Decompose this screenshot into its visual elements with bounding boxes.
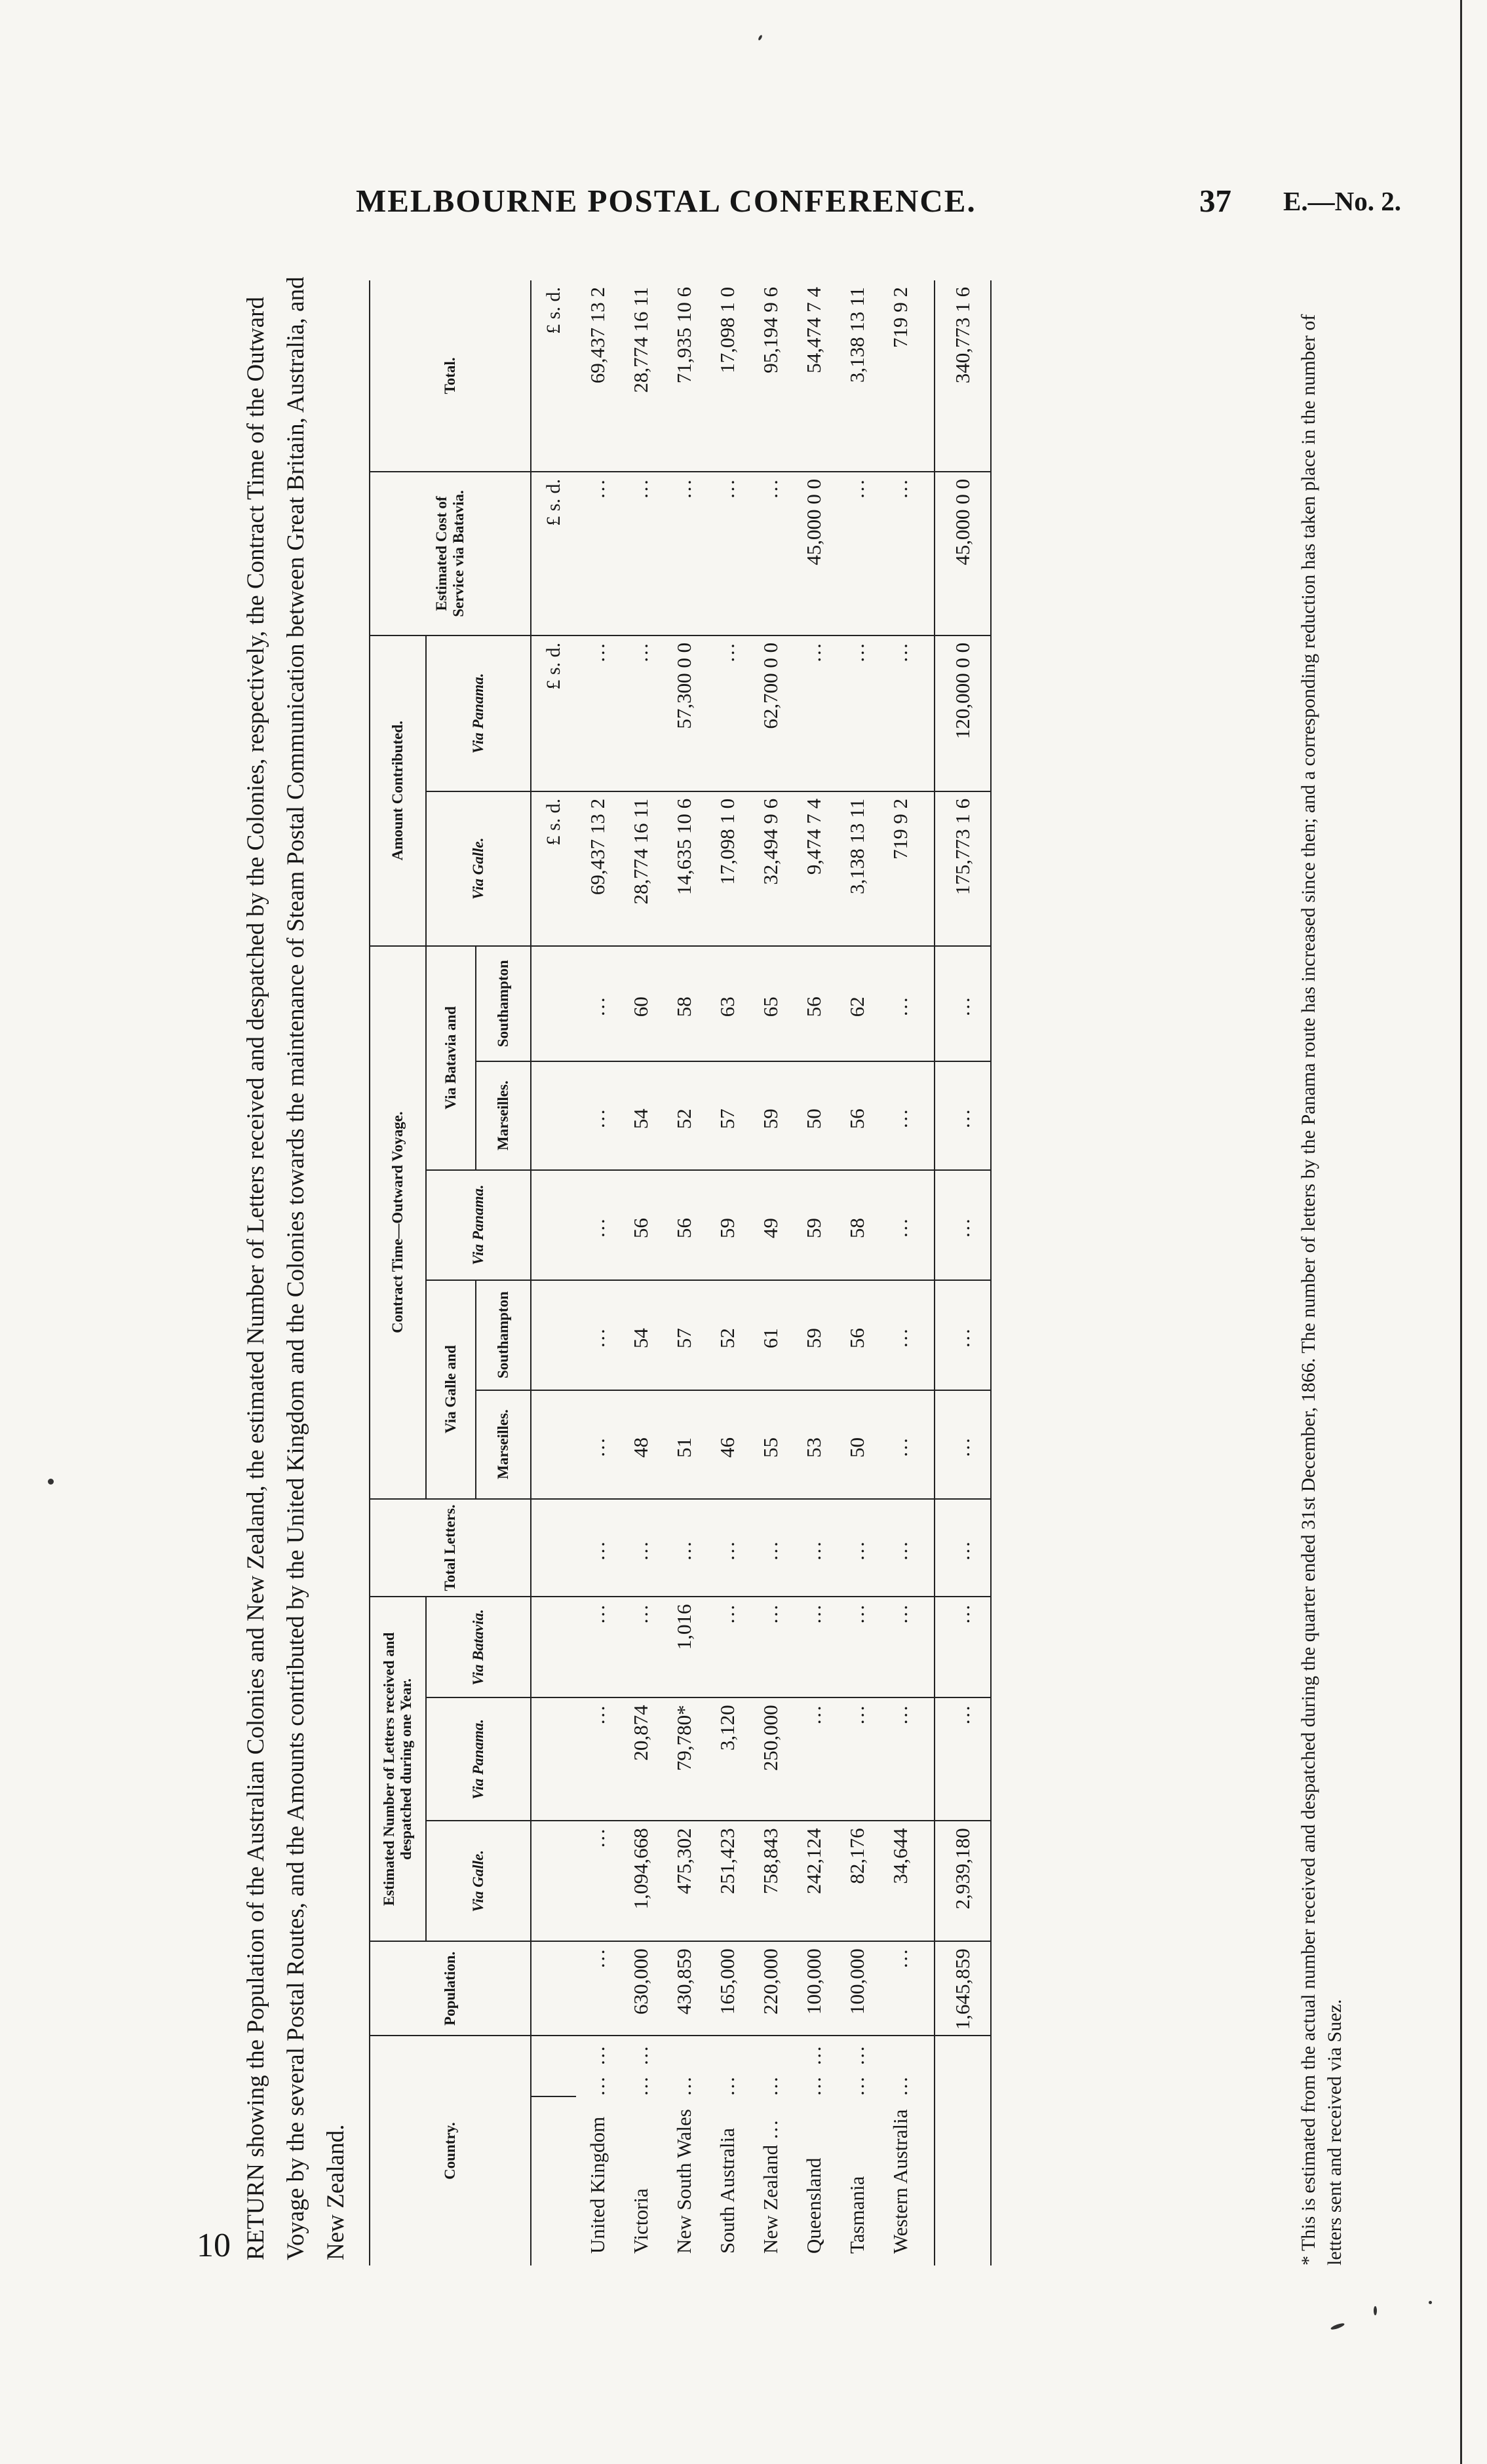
ink-speck: [1429, 2301, 1432, 2304]
col-country: Country.: [370, 2036, 531, 2265]
cell-letters-galle: 1,094,668: [619, 1821, 663, 1941]
cell-batavia-southampton: …: [879, 946, 922, 1061]
ink-speck: [1374, 2306, 1377, 2315]
cell-letters-batavia: …: [706, 1597, 749, 1697]
cell-letters-panama: 79,780*: [663, 1697, 706, 1821]
cell-galle-marseilles: …: [576, 1390, 619, 1499]
rotated-return-table-block: [236, 276, 1435, 2265]
cell-letters-batavia: …: [836, 1597, 879, 1697]
cell-galle-marseilles: 46: [706, 1390, 749, 1499]
total-cell-batavia-marseilles: …: [935, 1061, 991, 1170]
cell-leader-dots: … …: [629, 2043, 652, 2097]
cell-country: New Zealand …: [759, 2119, 782, 2254]
cell-amount-panama: …: [879, 635, 922, 791]
cell-batavia-southampton: …: [576, 946, 619, 1061]
cell-amount-galle: 719 9 2: [879, 791, 922, 946]
cell-batavia-cost: …: [879, 472, 922, 635]
cell-letters-panama: …: [792, 1697, 836, 1821]
table-row: [792, 280, 836, 2265]
cell-batavia-marseilles: 59: [749, 1061, 792, 1170]
cell-batavia-marseilles: 54: [619, 1061, 663, 1170]
cell-leader-dots: …: [716, 2074, 739, 2097]
left-page-number: 10: [197, 2227, 231, 2264]
cell-country: United Kingdom: [586, 2116, 609, 2254]
cell-galle-southampton: 56: [836, 1280, 879, 1390]
units-total: £ s. d.: [531, 280, 576, 472]
col-population: Population.: [370, 1941, 531, 2036]
cell-total-letters: …: [879, 1499, 922, 1597]
cell-population: 100,000: [836, 1941, 879, 2036]
cell-batavia-marseilles: …: [879, 1061, 922, 1170]
cell-batavia-marseilles: 57: [706, 1061, 749, 1170]
cell-letters-batavia: …: [749, 1597, 792, 1697]
col-contract-group: Contract Time—Outward Voyage.: [370, 946, 426, 1499]
cell-batavia-cost: …: [576, 472, 619, 635]
cell-country: New South Wales: [672, 2109, 695, 2254]
cell-total-letters: …: [663, 1499, 706, 1597]
table-row: [836, 280, 879, 2265]
cell-galle-marseilles: …: [879, 1390, 922, 1499]
cell-total-letters: …: [836, 1499, 879, 1597]
cell-contract-panama: 59: [706, 1170, 749, 1280]
cell-total-letters: …: [619, 1499, 663, 1597]
return-table: [369, 280, 992, 2265]
cell-galle-marseilles: 50: [836, 1390, 879, 1499]
footnote: * This is estimated from the actual number received and despatched during the quarter ended 31st December, 1866. The number of letters by the Panama route has increased since then; and a corresponding reduction has taken place in the number of letters sent and received via Suez.: [1298, 314, 1345, 2265]
cell-letters-galle: 82,176: [836, 1821, 879, 1941]
cell-amount-galle: 32,494 9 6: [749, 791, 792, 946]
total-cell-letters-batavia: …: [935, 1597, 991, 1697]
total-cell-batavia-cost: 45,000 0 0: [935, 472, 991, 635]
cell-total: 3,138 13 11: [836, 280, 879, 472]
conference-title: MELBOURNE POSTAL CONFERENCE.: [356, 183, 976, 219]
total-cell-letters-panama: …: [935, 1697, 991, 1821]
cell-galle-southampton: 61: [749, 1280, 792, 1390]
cell-amount-galle: 3,138 13 11: [836, 791, 879, 946]
total-cell-galle-marseilles: …: [935, 1390, 991, 1499]
total-cell-batavia-southampton: …: [935, 946, 991, 1061]
table-row: [879, 280, 922, 2265]
col-batavia-marseilles: Marseilles.: [476, 1061, 531, 1170]
cell-population: 430,859: [663, 1941, 706, 2036]
units-amount-galle: £ s. d.: [531, 791, 576, 946]
cell-batavia-marseilles: 50: [792, 1061, 836, 1170]
cell-batavia-marseilles: 56: [836, 1061, 879, 1170]
total-cell-population: 1,645,859: [935, 1941, 991, 2036]
cell-galle-southampton: 59: [792, 1280, 836, 1390]
col-galle-group: Via Galle and: [426, 1280, 476, 1499]
units-batavia-cost: £ s. d.: [531, 472, 576, 635]
table-row: [749, 280, 792, 2265]
ink-speck: [1330, 2322, 1345, 2330]
cell-total: 95,194 9 6: [749, 280, 792, 472]
cell-leader-dots: … …: [586, 2043, 609, 2097]
cell-population: 630,000: [619, 1941, 663, 2036]
cell-letters-batavia: …: [619, 1597, 663, 1697]
cell-batavia-southampton: 60: [619, 946, 663, 1061]
cell-amount-galle: 28,774 16 11: [619, 791, 663, 946]
col-letters-batavia: Via Batavia.: [426, 1597, 531, 1697]
cell-contract-panama: 56: [663, 1170, 706, 1280]
cell-galle-marseilles: 53: [792, 1390, 836, 1499]
col-contract-panama: Via Panama.: [426, 1170, 531, 1280]
col-batavia-group: Via Batavia and: [426, 946, 476, 1170]
total-cell-amount-galle: 175,773 1 6: [935, 791, 991, 946]
col-letters-galle: Via Galle.: [426, 1821, 531, 1941]
cell-country: Victoria: [629, 2188, 652, 2254]
cell-total-letters: …: [792, 1499, 836, 1597]
cell-total: 71,935 10 6: [663, 280, 706, 472]
cell-amount-galle: 69,437 13 2: [576, 791, 619, 946]
cell-amount-panama: 62,700 0 0: [749, 635, 792, 791]
col-batavia-southampton: Southampton: [476, 946, 531, 1061]
cell-galle-marseilles: 55: [749, 1390, 792, 1499]
cell-batavia-southampton: 56: [792, 946, 836, 1061]
cell-contract-panama: 56: [619, 1170, 663, 1280]
cell-batavia-southampton: 63: [706, 946, 749, 1061]
cell-amount-panama: …: [706, 635, 749, 791]
cell-population: …: [879, 1941, 922, 2036]
cell-batavia-southampton: 65: [749, 946, 792, 1061]
cell-amount-panama: 57,300 0 0: [663, 635, 706, 791]
cell-amount-galle: 17,098 1 0: [706, 791, 749, 946]
col-galle-southampton: Southampton: [476, 1280, 531, 1390]
cell-galle-marseilles: 48: [619, 1390, 663, 1499]
cell-total: 69,437 13 2: [576, 280, 619, 472]
cell-population: 165,000: [706, 1941, 749, 2036]
cell-contract-panama: 59: [792, 1170, 836, 1280]
cell-amount-panama: …: [836, 635, 879, 791]
ink-speck: [758, 35, 763, 41]
document-reference: E.—No. 2.: [1283, 186, 1401, 216]
cell-amount-panama: …: [619, 635, 663, 791]
cell-amount-panama: …: [576, 635, 619, 791]
cell-batavia-marseilles: …: [576, 1061, 619, 1170]
cell-galle-southampton: 52: [706, 1280, 749, 1390]
totals-row: [935, 280, 991, 2265]
cell-letters-galle: 242,124: [792, 1821, 836, 1941]
cell-country: Queensland: [802, 2157, 825, 2254]
cell-total: 54,474 7 4: [792, 280, 836, 472]
cell-country: Western Australia: [889, 2109, 912, 2254]
cell-letters-batavia: …: [879, 1597, 922, 1697]
ink-speck: [48, 1479, 54, 1485]
cell-country: South Australia: [716, 2127, 739, 2254]
cell-total: 28,774 16 11: [619, 280, 663, 472]
cell-contract-panama: …: [879, 1170, 922, 1280]
cell-batavia-cost: …: [836, 472, 879, 635]
cell-batavia-cost: …: [749, 472, 792, 635]
cell-galle-southampton: …: [576, 1280, 619, 1390]
cell-leader-dots: … …: [802, 2043, 825, 2097]
cell-population: …: [576, 1941, 619, 2036]
cell-letters-batavia: 1,016: [663, 1597, 706, 1697]
cell-leader-dots: …: [672, 2074, 695, 2097]
page-edge-rule: [1460, 0, 1462, 2464]
col-letters-group: Estimated Number of Letters received and despatched during one Year.: [370, 1597, 426, 1941]
total-cell-amount-panama: 120,000 0 0: [935, 635, 991, 791]
cell-contract-panama: …: [576, 1170, 619, 1280]
table-row: [576, 280, 619, 2265]
cell-population: 220,000: [749, 1941, 792, 2036]
total-cell-letters-galle: 2,939,180: [935, 1821, 991, 1941]
cell-batavia-cost: …: [619, 472, 663, 635]
cell-letters-batavia: …: [792, 1597, 836, 1697]
units-amount-panama: £ s. d.: [531, 635, 576, 791]
spacer-row: [922, 280, 935, 2265]
cell-total: 17,098 1 0: [706, 280, 749, 472]
cell-letters-panama: …: [879, 1697, 922, 1821]
cell-contract-panama: 49: [749, 1170, 792, 1280]
cell-letters-galle: …: [576, 1821, 619, 1941]
col-total-letters: Total Letters.: [370, 1499, 531, 1597]
table-row: [619, 280, 663, 2265]
total-cell-contract-panama: …: [935, 1170, 991, 1280]
cell-galle-southampton: 54: [619, 1280, 663, 1390]
cell-total: 719 9 2: [879, 280, 922, 472]
page-number: 37: [1199, 183, 1231, 219]
table-row: [663, 280, 706, 2265]
table-row: [706, 280, 749, 2265]
cell-letters-panama: …: [576, 1697, 619, 1821]
cell-country: Tasmania: [845, 2176, 868, 2254]
col-amount-group: Amount Contributed.: [370, 635, 426, 946]
cell-batavia-marseilles: 52: [663, 1061, 706, 1170]
cell-letters-panama: 3,120: [706, 1697, 749, 1821]
col-batavia-cost: Estimated Cost of Service via Batavia.: [370, 472, 531, 635]
cell-letters-galle: 251,423: [706, 1821, 749, 1941]
cell-batavia-southampton: 62: [836, 946, 879, 1061]
cell-letters-galle: 475,302: [663, 1821, 706, 1941]
cell-galle-marseilles: 51: [663, 1390, 706, 1499]
cell-amount-panama: …: [792, 635, 836, 791]
cell-batavia-southampton: 58: [663, 946, 706, 1061]
cell-contract-panama: 58: [836, 1170, 879, 1280]
cell-total-letters: …: [706, 1499, 749, 1597]
cell-letters-galle: 758,843: [749, 1821, 792, 1941]
cell-letters-panama: 20,874: [619, 1697, 663, 1821]
col-amount-galle: Via Galle.: [426, 791, 531, 946]
cell-batavia-cost: …: [706, 472, 749, 635]
cell-letters-batavia: …: [576, 1597, 619, 1697]
col-galle-marseilles: Marseilles.: [476, 1390, 531, 1499]
cell-total-letters: …: [749, 1499, 792, 1597]
cell-leader-dots: …: [759, 2074, 782, 2097]
total-cell-total-letters: …: [935, 1499, 991, 1597]
cell-total-letters: …: [576, 1499, 619, 1597]
cell-amount-galle: 14,635 10 6: [663, 791, 706, 946]
cell-batavia-cost: …: [663, 472, 706, 635]
cell-galle-southampton: …: [879, 1280, 922, 1390]
total-cell-total: 340,773 1 6: [935, 280, 991, 472]
total-cell-galle-southampton: …: [935, 1280, 991, 1390]
cell-amount-galle: 9,474 7 4: [792, 791, 836, 946]
col-amount-panama: Via Panama.: [426, 635, 531, 791]
table-caption: RETURN showing the Population of the Australian Colonies and New Zealand, the estimated Number of Letters received and despatched by the Colonies, respectively, the Contract Time of the Outward Voyage by the several Postal Routes, and the Amounts contributed by the United Kingdom and the Colonies towards the maintenance of Steam Postal Communication between Great Britain, Australia, and New Zealand.: [242, 276, 349, 2260]
cell-leader-dots: …: [889, 2074, 912, 2097]
cell-galle-southampton: 57: [663, 1280, 706, 1390]
cell-batavia-cost: 45,000 0 0: [792, 472, 836, 635]
cell-letters-galle: 34,644: [879, 1821, 922, 1941]
col-total: Total.: [370, 280, 531, 472]
cell-letters-panama: 250,000: [749, 1697, 792, 1821]
cell-letters-panama: …: [836, 1697, 879, 1821]
cell-population: 100,000: [792, 1941, 836, 2036]
col-letters-panama: Via Panama.: [426, 1697, 531, 1821]
cell-leader-dots: … …: [845, 2043, 868, 2097]
